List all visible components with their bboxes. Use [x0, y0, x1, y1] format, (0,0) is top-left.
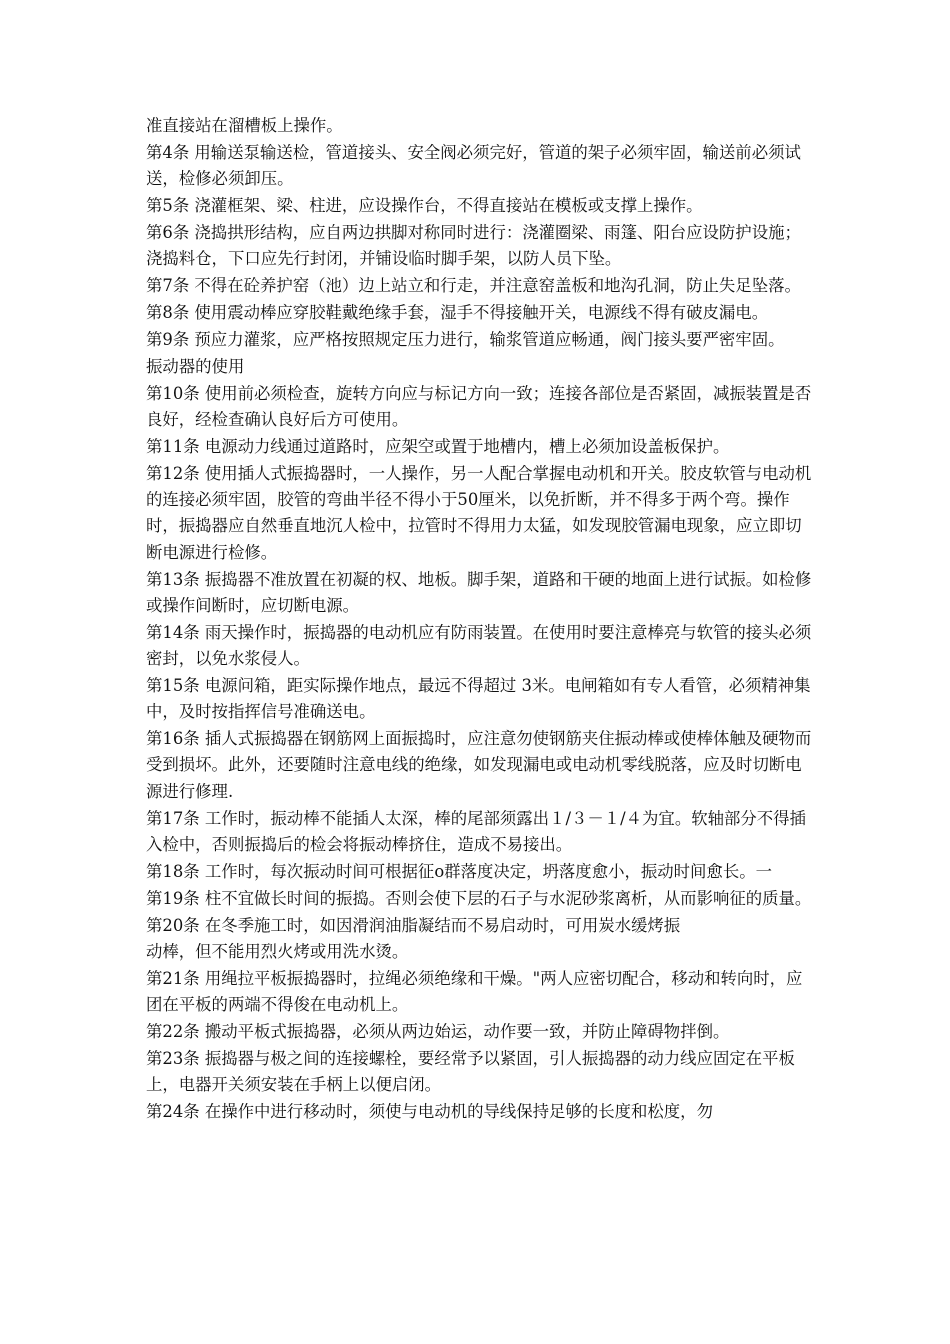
paragraph: 第24条 在操作中进行移动时，须使与电动机的导线保持足够的长度和松度，勿: [146, 1102, 713, 1122]
paragraph: 第13条 振捣器不准放置在初凝的权、地板。脚手架，道路和干硬的地面上进行试振。如检修或操作间断时，应切断电源。: [146, 569, 812, 615]
paragraph: 第9条 预应力灌浆，应严格按照规定压力进行，输浆管道应畅通，阀门接头要严密牢固。: [146, 329, 785, 349]
paragraph: 第11条 电源动力线通过道路时，应架空或置于地槽内，槽上必须加设盖板保护。: [146, 436, 730, 456]
paragraph: 准直接站在溜槽板上操作。: [146, 116, 343, 135]
paragraph: 第14条 雨天操作时，振捣器的电动机应有防雨装置。在使用时要注意棒亮与软管的接头必须密封，以免水浆侵人。: [146, 622, 812, 669]
paragraph: 第21条 用绳拉平板振捣器时，拉绳必须绝缘和干燥。"两人应密切配合，移动和转向时，应团在平板的两端不得俊在电动机上。: [146, 968, 803, 1015]
paragraph: 第20条 在冬季施工时，如因滑润油脂凝结而不易启动时，可用炭水缓烤振 动棒，但不能用烈火烤或用洗水烫。: [146, 915, 681, 961]
paragraph: 第5条 浇灌框架、梁、柱进，应设操作台，不得直接站在模板或支撑上操作。: [146, 196, 703, 216]
paragraph: 第17条 工作时，振动棒不能插人太深，棒的尾部须露出１/３－１/４为宜。软轴部分不得插入检中，否则振捣后的检会将振动棒挤住，造成不易接出。: [146, 808, 806, 854]
paragraph: 第22条 搬动平板式振捣器，必须从两边始运，动作要一致，并防止障碍物拌倒。: [146, 1021, 730, 1041]
paragraph: 第4条 用输送泵输送检，管道接头、安全阀必须完好，管道的架子必须牢固，输送前必须试送，检修必须卸压。: [146, 142, 801, 189]
paragraph: 第10条 使用前必须检查，旋转方向应与标记方向一致；连接各部位是否紧固，减振装置是否良好，经检查确认良好后方可使用。: [146, 383, 812, 430]
paragraph: 第16条 插人式振捣器在钢筋网上面振捣时，应注意勿使钢筋夹住振动棒或使棒体触及硬物而受到损坏。此外，还要随时注意电线的绝缘，如发现漏电或电动机零线脱落，应及时切断电源进行修理.: [146, 729, 812, 801]
paragraph: 第19条 柱不宜做长时间的振捣。否则会使下层的石子与水泥砂浆离析，从而影响征的质量。: [146, 888, 812, 908]
document-body: [146, 113, 814, 1126]
paragraph: 第23条 振捣器与极之间的连接螺栓，要经常予以紧固，引人振捣器的动力线应固定在平板上，电器开关须安装在手柄上以便启闭。: [146, 1048, 795, 1095]
paragraph: 第8条 使用震动棒应穿胶鞋戴绝缘手套，湿手不得接触开关，电源线不得有破皮漏电。: [146, 303, 769, 323]
paragraph: 第7条 不得在砼养护窑（池）边上站立和行走，并注意窑盖板和地沟孔洞，防止失足坠落。: [146, 276, 801, 296]
paragraph: 第12条 使用插人式振捣器时，一人操作，另一人配合掌握电动机和开关。胶皮软管与电动机的连接必须牢固，胶管的弯曲半径不得小于50厘米，以免折断，并不得多于两个弯。操作时，振捣器应自然垂直地沉人检中，拉管时不得用力太猛，如发现胶管漏电现象，应立即切断电源进行检修。: [146, 463, 812, 562]
section-heading: 振动器的使用: [146, 356, 245, 376]
paragraph: 第6条 浇捣拱形结构，应自两边拱脚对称同时进行：浇灌圈梁、雨篷、阳台应设防护设施；浇捣料仓，下口应先行封闭，并铺设临时脚手架，以防人员下坠。: [146, 222, 801, 269]
paragraph: 第18条 工作时，每次振动时间可根据征o群落度决定，坍落度愈小，振动时间愈长。一: [146, 861, 772, 881]
paragraph: 第15条 电源问箱，距实际操作地点，最远不得超过 3米。电闸箱如有专人看管，必须精神集中，及时按指挥信号准确送电。: [146, 675, 811, 722]
